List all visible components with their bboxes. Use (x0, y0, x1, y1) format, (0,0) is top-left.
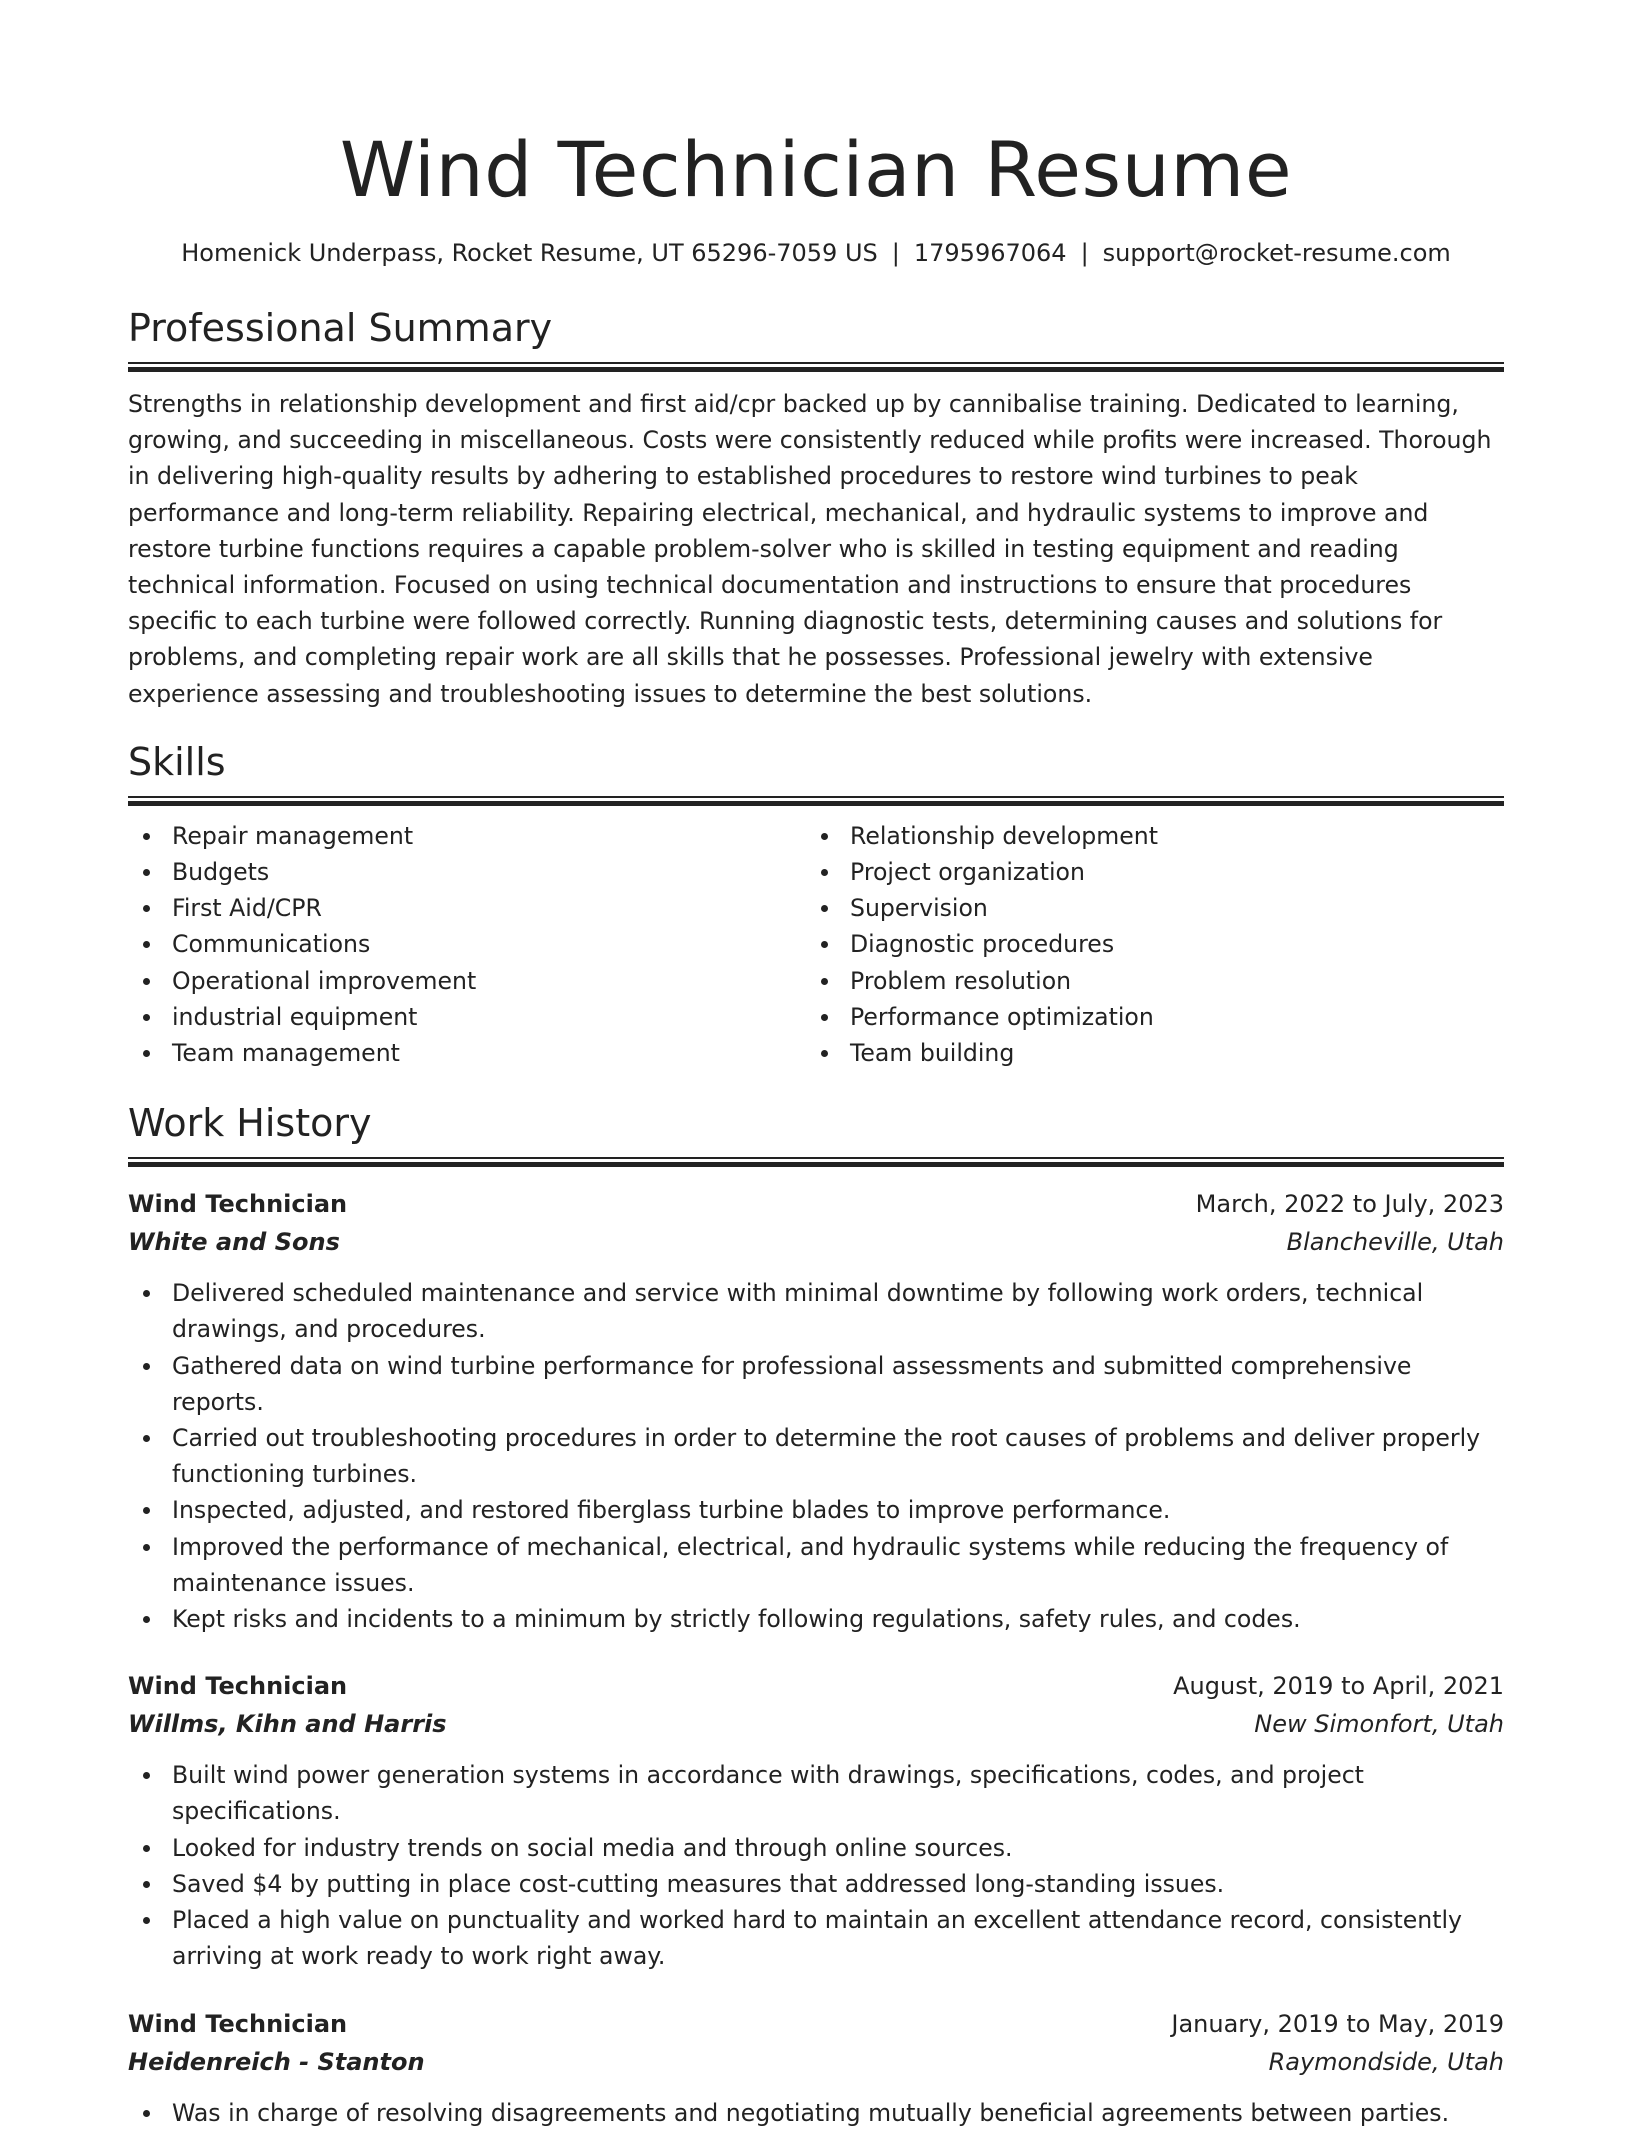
job-header-row (128, 1667, 1504, 1705)
skill-item: Communications (128, 926, 806, 962)
skill-item: Team building (806, 1035, 1484, 1071)
skills-left-column (128, 818, 806, 1071)
job-entry (128, 2005, 1504, 2131)
summary-text: Strengths in relationship development and first aid/cpr backed up by cannibalise training. Dedicated to learning, growing, and succeeding in miscellaneous. Costs were consistently reduced while profits were increased. Thorough in delivering high-quality results by adhering to established procedures to restore wind turbines to peak performance and long-term reliability. Repairing electrical, mechanical, and hydraulic systems to improve and restore turbine functions requires a capable problem-solver who is skilled in testing equipment and reading technical information. Focused on using technical documentation and instructions to ensure that procedures specific to each turbine were followed correctly. Running diagnostic tests, determining causes and solutions for problems, and completing repair work are all skills that he possesses. Professional jewelry with extensive experience assessing and troubleshooting issues to determine the best solutions. (128, 390, 1492, 708)
job-header-row (128, 2005, 1504, 2043)
skills-section (128, 738, 1504, 1071)
job-bullet: Saved $4 by putting in place cost-cutting measures that addressed long-standing issues. (128, 1866, 1504, 1902)
job-company-row (128, 2043, 1504, 2081)
contact-email: support@rocket-resume.com (1102, 239, 1451, 267)
job-company: Willms, Kihn and Harris (128, 1710, 447, 1739)
job-dates: March, 2022 to July, 2023 (1195, 1190, 1504, 1219)
job-bullet: Kept risks and incidents to a minimum by strictly following regulations, safety rules, and codes. (128, 1601, 1504, 1637)
skill-item: Project organization (806, 854, 1484, 890)
job-bullets (128, 1275, 1504, 1637)
skills-heading: Skills (128, 739, 226, 784)
resume-page (128, 0, 1504, 2131)
contact-separator: | (1080, 239, 1089, 267)
job-company-row (128, 1223, 1504, 1261)
skill-item: Performance optimization (806, 999, 1484, 1035)
job-bullet: Delivered scheduled maintenance and service with minimal downtime by following work orders, technical drawings, and procedures. (128, 1275, 1504, 1347)
job-bullets (128, 2095, 1504, 2131)
skill-item: Operational improvement (128, 963, 806, 999)
job-company: Heidenreich - Stanton (128, 2047, 425, 2076)
job-entry (128, 1185, 1504, 1637)
job-company-row (128, 1705, 1504, 1743)
section-divider (128, 796, 1504, 806)
job-bullet: Was in charge of resolving disagreements and negotiating mutually beneficial agreements between parties. (128, 2095, 1504, 2131)
contact-separator: | (891, 239, 900, 267)
job-dates: January, 2019 to May, 2019 (1171, 2009, 1504, 2038)
job-title: Wind Technician (128, 1672, 348, 1701)
job-entry (128, 1667, 1504, 1974)
job-company: White and Sons (128, 1228, 340, 1257)
work-history-heading: Work History (128, 1101, 372, 1146)
job-header-row (128, 1185, 1504, 1223)
job-bullets (128, 1757, 1504, 1974)
skill-item: Budgets (128, 854, 806, 890)
skill-item: Repair management (128, 818, 806, 854)
skill-item: Problem resolution (806, 963, 1484, 999)
work-history-section (128, 1099, 1504, 2130)
job-dates: August, 2019 to April, 2021 (1173, 1672, 1504, 1701)
job-bullet: Built wind power generation systems in accordance with drawings, specifications, codes, and project specifications. (128, 1757, 1504, 1829)
section-divider (128, 362, 1504, 372)
skills-columns (128, 818, 1504, 1071)
job-title: Wind Technician (128, 2009, 348, 2038)
skill-item: industrial equipment (128, 999, 806, 1035)
summary-heading: Professional Summary (128, 306, 553, 350)
job-bullet: Inspected, adjusted, and restored fiberglass turbine blades to improve performance. (128, 1492, 1504, 1528)
skill-item: First Aid/CPR (128, 890, 806, 926)
job-bullet: Improved the performance of mechanical, electrical, and hydraulic systems while reducing the frequency of maintenance issues. (128, 1529, 1504, 1601)
skills-right-column (806, 818, 1484, 1071)
skill-item: Supervision (806, 890, 1484, 926)
job-location: New Simonfort, Utah (1254, 1710, 1504, 1739)
job-title: Wind Technician (128, 1190, 348, 1219)
contact-phone: 1795967064 (913, 239, 1067, 267)
job-bullet: Placed a high value on punctuality and worked hard to maintain an excellent attendance record, consistently arriving at work ready to work right away. (128, 1902, 1504, 1974)
resume-title: Wind Technician Resume (339, 125, 1293, 214)
job-bullet: Gathered data on wind turbine performance for professional assessments and submitted comprehensive reports. (128, 1348, 1504, 1420)
contact-line (128, 236, 1504, 270)
job-location: Raymondside, Utah (1268, 2047, 1504, 2076)
section-divider (128, 1157, 1504, 1167)
skill-item: Diagnostic procedures (806, 926, 1484, 962)
skill-item: Team management (128, 1035, 806, 1071)
job-bullet: Looked for industry trends on social media and through online sources. (128, 1830, 1504, 1866)
skill-item: Relationship development (806, 818, 1484, 854)
contact-address: Homenick Underpass, Rocket Resume, UT 65296-7059 US (181, 239, 878, 267)
job-bullet: Carried out troubleshooting procedures in order to determine the root causes of problems and deliver properly functioning turbines. (128, 1420, 1504, 1492)
job-location: Blancheville, Utah (1286, 1228, 1504, 1257)
summary-section (128, 304, 1504, 712)
